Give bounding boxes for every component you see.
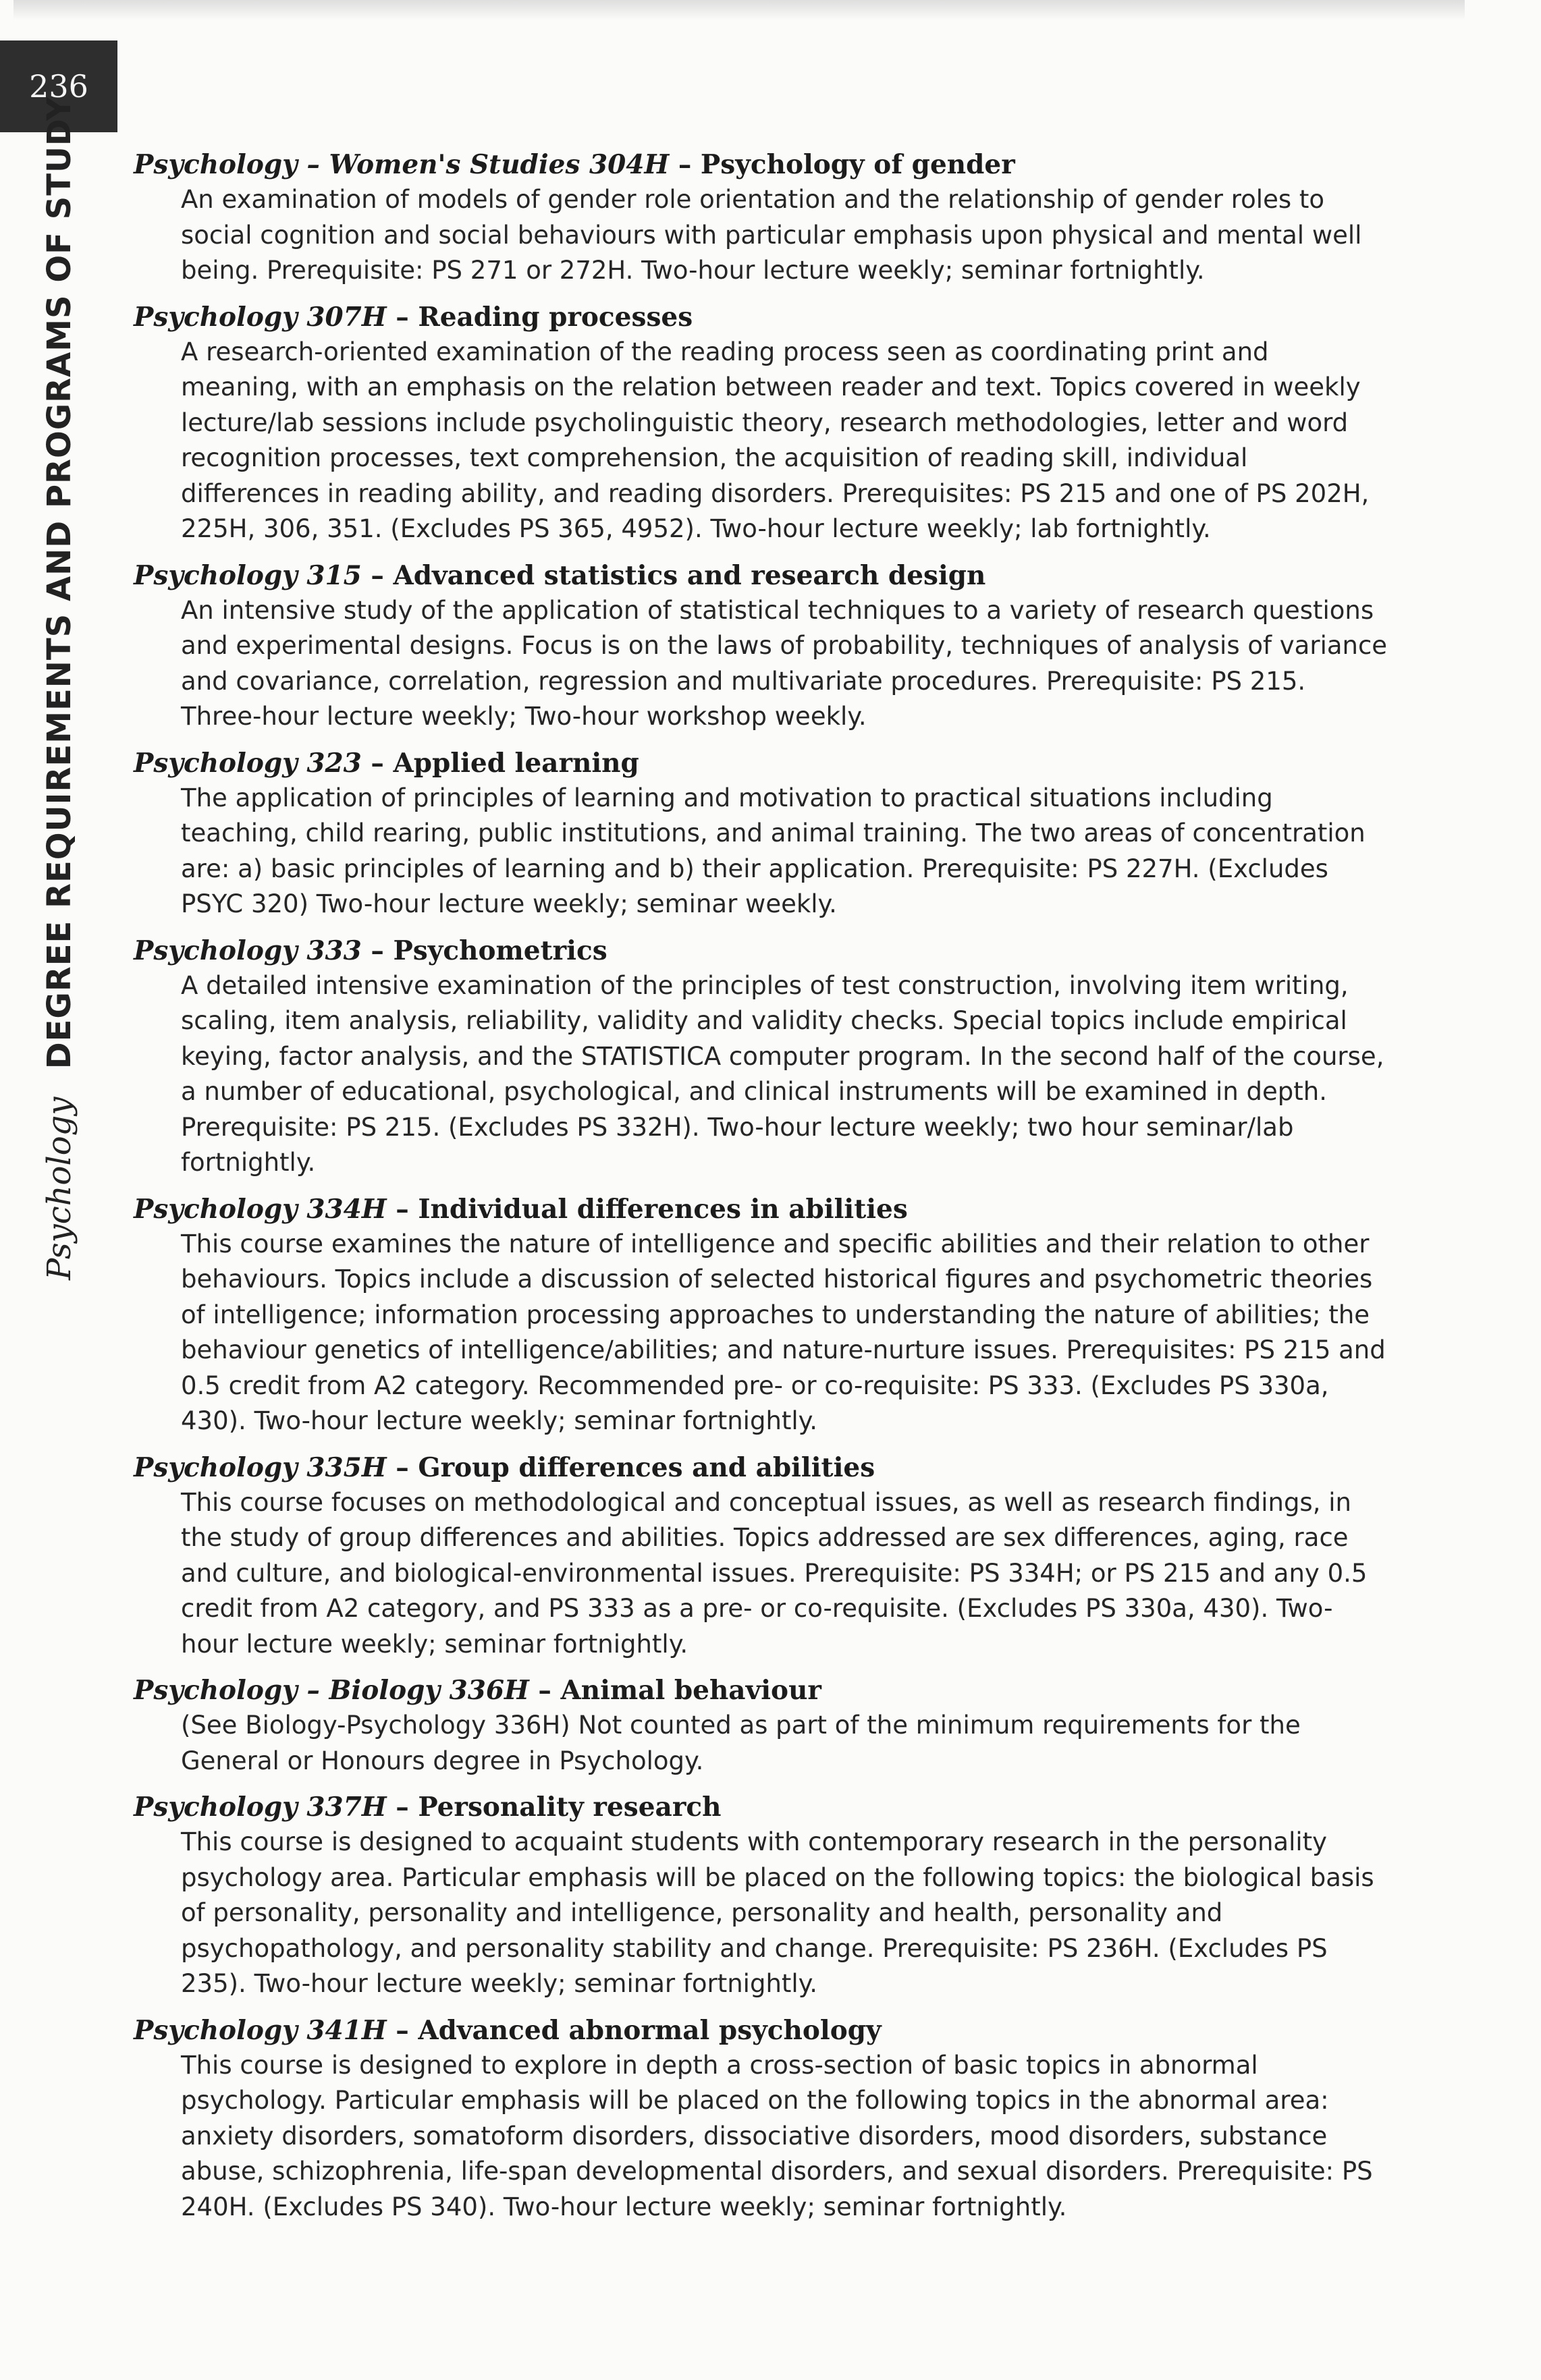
scan-edge-shadow [13, 0, 1465, 20]
course-heading: Psychology 323 – Applied learning [134, 747, 639, 779]
course-title: Individual differences in abilities [418, 1193, 908, 1225]
course-code: Psychology 307H [134, 301, 387, 333]
course-entry [134, 1790, 1389, 2002]
course-title: Psychometrics [393, 935, 607, 966]
course-code: Psychology 315 [134, 559, 362, 591]
course-entry [134, 746, 1389, 922]
course-description: An examination of models of gender role orientation and the relationship of gender roles to social cognition and social behaviours with particular emphasis upon physical and mental well being. Prerequisite: PS 271 or 272H. Two-hour lecture weekly; seminar fortnightly. [181, 185, 1362, 285]
course-heading: Psychology 334H – Individual differences in abilities [134, 1193, 908, 1225]
course-heading: Psychology 341H – Advanced abnormal psychology [134, 2014, 882, 2046]
course-code: Psychology – Women's Studies 304H [134, 149, 670, 180]
course-entry [134, 1673, 1389, 1779]
course-description: An intensive study of the application of statistical techniques to a variety of research questions and experimental designs. Focus is on the laws of probability, techniques of analysis of variance and covariance, correlation, regression and multivariate procedures. Prerequisite: PS 215. Three-hour lecture weekly; Two-hour workshop weekly. [181, 595, 1388, 731]
course-code: Psychology 323 [134, 747, 362, 779]
course-code: Psychology – Biology 336H [134, 1675, 529, 1706]
side-section-label: Psychology [40, 1097, 78, 1281]
course-description: A research-oriented examination of the reading process seen as coordinating print and meaning, with an emphasis on the relation between reader and text. Topics covered in weekly lecture/lab sessions include psycholinguistic theory, research methodologies, letter and word recognition processes, text comprehension, the acquisition of reading skill, individual differences in reading ability, and reading disorders. Prerequisites: PS 215 and one of PS 202H, 225H, 306, 351. (Excludes PS 365, 4952). Two-hour lecture weekly; lab fortnightly. [181, 337, 1370, 543]
course-entry [134, 933, 1389, 1181]
course-heading: Psychology 333 – Psychometrics [134, 935, 607, 966]
course-heading: Psychology 337H – Personality research [134, 1792, 722, 1823]
course-title: Advanced abnormal psychology [418, 2014, 882, 2046]
course-description: This course is designed to acquaint students with contemporary research in the personality psychology area. Particular emphasis will be placed on the following topics: the biological basis of personality, personality and intelligence, personality and health, personality and psychopathology, and personality stability and change. Prerequisite: PS 236H. (Excludes PS 235). Two-hour lecture weekly; seminar fortnightly. [181, 1827, 1374, 1998]
course-code: Psychology 333 [134, 935, 362, 966]
course-description: This course focuses on methodological and conceptual issues, as well as research findings, in the study of group differences and abilities. Topics addressed are sex differences, aging, race and culture, and biological-environmental issues. Prerequisite: PS 334H; or PS 215 and any 0.5 credit from A2 category, and PS 333 as a pre- or co-requisite. (Excludes PS 330a, 430). Two-hour lecture weekly; seminar fortnightly. [181, 1487, 1368, 1659]
page-number: 236 [0, 40, 117, 132]
course-description: (See Biology-Psychology 336H) Not counted as part of the minimum requirements for the General or Honours degree in Psychology. [181, 1711, 1301, 1775]
side-running-header [40, 96, 78, 1280]
course-heading: Psychology – Biology 336H – Animal behaviour [134, 1675, 821, 1706]
course-code: Psychology 341H [134, 2014, 387, 2046]
course-heading: Psychology 307H – Reading processes [134, 301, 693, 333]
course-code: Psychology 334H [134, 1193, 387, 1225]
course-description: This course is designed to explore in depth a cross-section of basic topics in abnormal psychology. Particular emphasis will be placed on the following topics in the abnormal area: anxiety disorders, somatoform disorders, dissociative disorders, mood disorders, substance abuse, schizophrenia, life-span developmental disorders, and sexual disorders. Prerequisite: PS 240H. (Excludes PS 340). Two-hour lecture weekly; seminar fortnightly. [181, 2050, 1373, 2221]
course-title: Animal behaviour [560, 1675, 821, 1706]
course-heading: Psychology – Women's Studies 304H – Psychology of gender [134, 149, 1015, 180]
course-list [134, 147, 1389, 2236]
course-description: This course examines the nature of intelligence and specific abilities and their relation to other behaviours. Topics include a discussion of selected historical figures and psychometric theories of intelligence; information processing approaches to understanding the nature of abilities; the behaviour genetics of intelligence/abilities; and nature-nurture issues. Prerequisites: PS 215 and 0.5 credit from A2 category. Recommended pre- or co-requisite: PS 333. (Excludes PS 330a, 430). Two-hour lecture weekly; seminar fortnightly. [181, 1229, 1386, 1435]
course-entry [134, 558, 1389, 735]
course-title: Personality research [418, 1792, 722, 1823]
side-title-label: DEGREE REQUIREMENTS AND PROGRAMS OF STUDY [40, 96, 78, 1070]
course-title: Group differences and abilities [418, 1451, 875, 1483]
course-description: A detailed intensive examination of the principles of test construction, involving item writing, scaling, item analysis, reliability, validity and validity checks. Special topics include empirical keying, factor analysis, and the STATISTICA computer program. In the second half of the course, a number of educational, psychological, and clinical instruments will be examined in depth. Prerequisite: PS 215. (Excludes PS 332H). Two-hour lecture weekly; two hour seminar/lab fortnightly. [181, 970, 1384, 1177]
course-entry [134, 2013, 1389, 2225]
course-entry [134, 1192, 1389, 1439]
course-heading: Psychology 315 – Advanced statistics and research design [134, 559, 986, 591]
course-title: Psychology of gender [700, 149, 1015, 180]
course-entry [134, 300, 1389, 547]
course-entry [134, 147, 1389, 289]
course-entry [134, 1450, 1389, 1663]
course-code: Psychology 337H [134, 1792, 387, 1823]
course-heading: Psychology 335H – Group differences and abilities [134, 1451, 875, 1483]
course-description: The application of principles of learning and motivation to practical situations including teaching, child rearing, public institutions, and animal training. The two areas of concentration are: a) basic principles of learning and b) their application. Prerequisite: PS 227H. (Excludes PSYC 320) Two-hour lecture weekly; seminar weekly. [181, 783, 1366, 918]
course-title: Reading processes [418, 301, 693, 333]
course-title: Applied learning [393, 747, 639, 779]
course-title: Advanced statistics and research design [393, 559, 986, 591]
course-code: Psychology 335H [134, 1451, 387, 1483]
